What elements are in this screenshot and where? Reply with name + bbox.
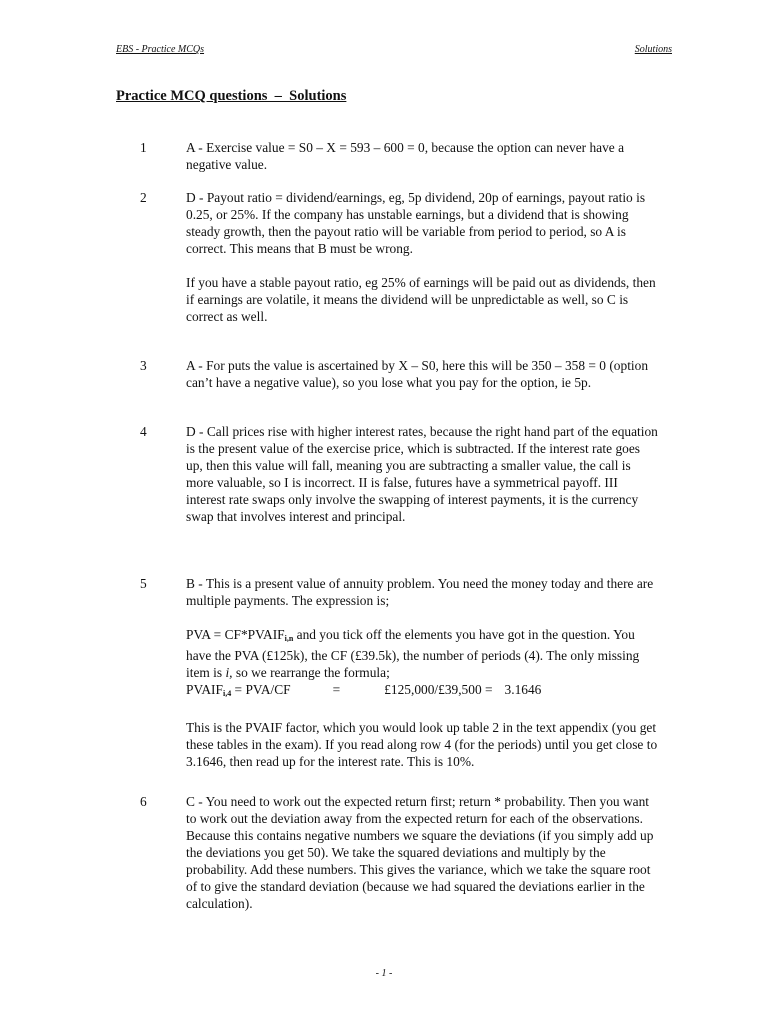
answer-paragraph: D - Call prices rise with higher interest rates, because the right hand part of the equation is the present value of the exercise price, which is subtracted. If the interest rate goes up, then this value will fall, meaning you are subtracting a smaller value, the call is more valuable, so I is incorrect. II is false, futures have a symmetrical payoff. III interest rate swaps only involve the swapping of interest payments, it is the currency swap that involves interest and principal. <box>186 424 658 524</box>
answer-body <box>186 423 660 525</box>
answer-paragraph: D - Payout ratio = dividend/earnings, eg, 5p dividend, 20p of earnings, payout ratio is 0.25, or 25%. If the company has unstable earnings, but a dividend that is showing steady growth, then the payout ratio will be variable from period to period, so A is correct. This means that B must be wrong. <box>186 190 646 256</box>
answer-paragraph: A - Exercise value = S0 – X = 593 – 600 = 0, because the option can never have a negative value. <box>186 140 625 172</box>
answer-body <box>186 357 660 391</box>
answer-paragraph: B - This is a present value of annuity problem. You need the money today and there are multiple payments. The expression is; <box>186 576 654 608</box>
answer-paragraph: PVA = $CF*PVAIF_{i,n}$ and you tick off the elements you have got in the question. You have the PVA (£125k), the CF (£39.5k), the number of periods (4). The only missing item is i, so we rearrange the formula; $PVAIF_{i,4} = PVA/CF$ = £125,000/£39,500 = 3.1646 <box>186 627 640 698</box>
page-number: - 1 - <box>375 968 393 979</box>
question-number: 4 <box>140 424 147 439</box>
answer-body <box>186 139 660 173</box>
answer-paragraph: If you have a stable payout ratio, eg 25% of earnings will be paid out as dividends, then if earnings are volatile, it means the dividend will be unpredictable as well, so C is correct as well. <box>186 275 656 324</box>
question-number: 6 <box>140 794 147 809</box>
answer-paragraph: A - For puts the value is ascertained by X – S0, here this will be 350 – 358 = 0 (option can’t have a negative value), so you lose what you pay for the option, ie 5p. <box>186 358 649 390</box>
question-2 <box>140 189 660 325</box>
question-number: 3 <box>140 358 147 373</box>
answer-paragraph: C - You need to work out the expected return first; return * probability. Then you want to work out the deviation away from the expected return for each of the observations. Because this contains negative numbers we square the deviations (if you simply add up the deviations you get 50). We take the squared deviations and multiply by the probability. Add these numbers. This gives the variance, which we take the square root of to give the standard deviation (because we had squared the deviations earlier in the calculation). <box>186 794 654 911</box>
question-number: 5 <box>140 576 147 591</box>
question-number: 1 <box>140 140 147 155</box>
question-3 <box>140 357 660 391</box>
answer-paragraph: This is the PVAIF factor, which you would look up table 2 in the text appendix (you get these tables in the exam). If you read along row 4 (for the periods) until you get close to 3.1646, then read up for the interest rate. This is 10%. <box>186 720 658 769</box>
page-title: Practice MCQ questions – Solutions <box>116 88 347 104</box>
question-4 <box>140 423 660 525</box>
header-right: Solutions <box>634 44 672 55</box>
answer-body <box>186 793 660 912</box>
question-5 <box>140 575 660 770</box>
question-1 <box>140 139 660 173</box>
answer-body <box>186 189 660 325</box>
formula: $PVAIF_{i,4} = PVA/CF$ = £125,000/£39,500 = 3.1646 <box>186 682 542 698</box>
question-6 <box>140 793 660 912</box>
answer-body <box>186 575 660 770</box>
question-number: 2 <box>140 190 147 205</box>
header-left: EBS - Practice MCQs <box>116 44 205 55</box>
